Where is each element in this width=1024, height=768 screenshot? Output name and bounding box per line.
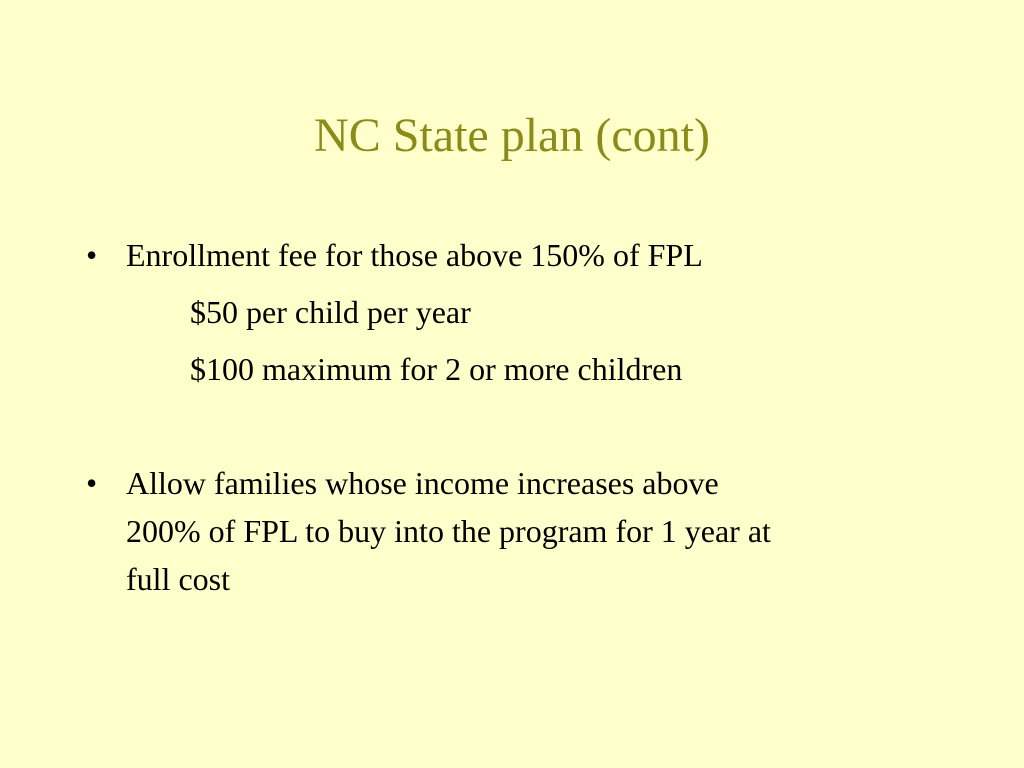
sub-item-per-child: $50 per child per year — [190, 294, 471, 330]
bullet-2-text-line-3: full cost — [126, 561, 230, 597]
sub-item-maximum: $100 maximum for 2 or more children — [190, 351, 683, 387]
bullet-icon: • — [86, 465, 98, 501]
bullet-1-text: Enrollment fee for those above 150% of FPL — [126, 237, 703, 273]
bullet-icon: • — [86, 237, 98, 273]
slide-title: NC State plan (cont) — [314, 109, 710, 162]
bullet-2-text-line-1: Allow families whose income increases above — [126, 465, 719, 501]
bullet-2-text-line-2: 200% of FPL to buy into the program for 1 year at — [126, 513, 771, 549]
